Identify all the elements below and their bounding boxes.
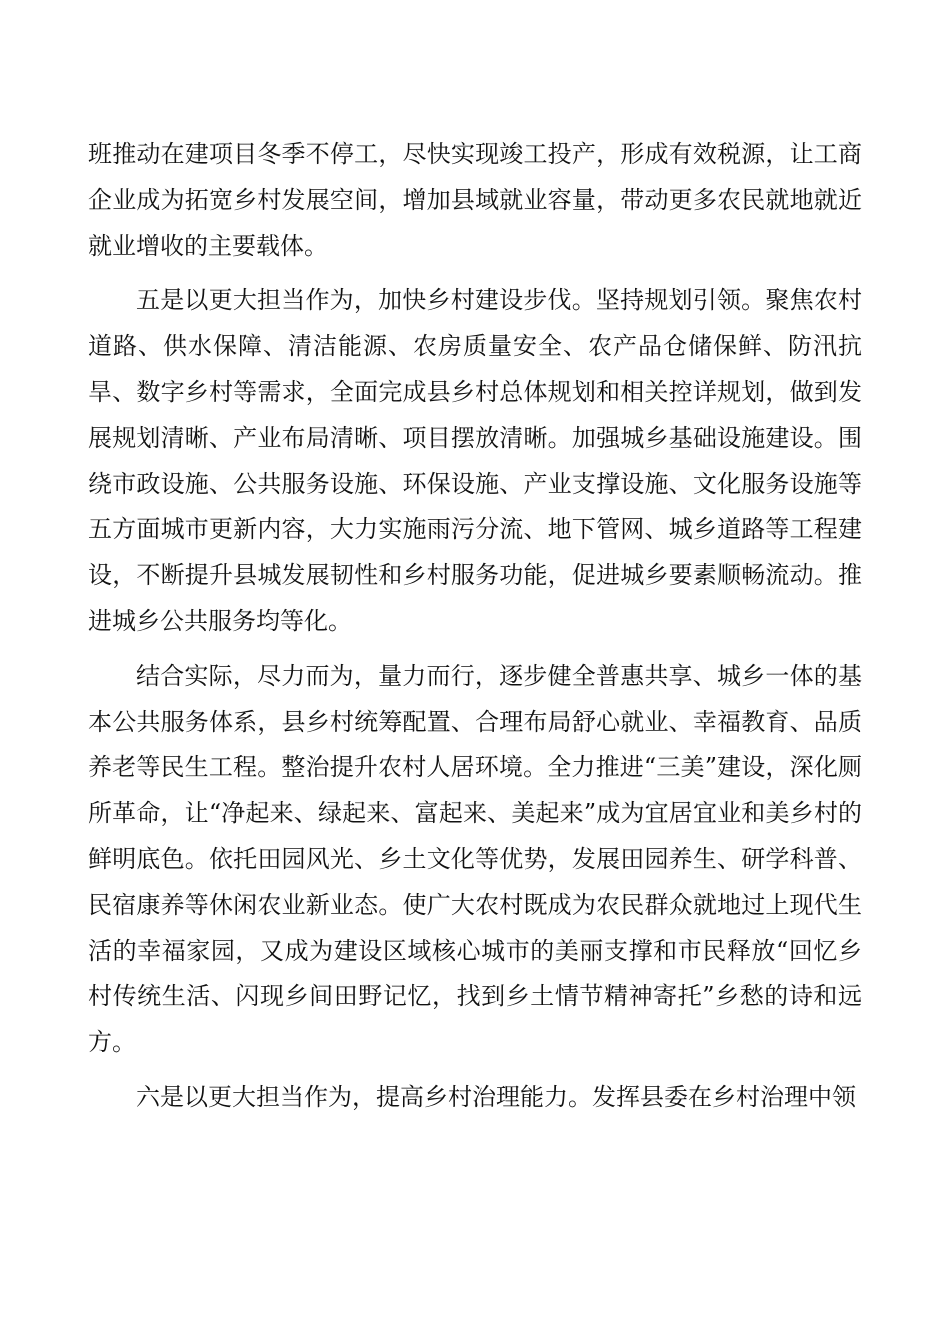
paragraph-public-services: 结合实际，尽力而为，量力而行，逐步健全普惠共享、城乡一体的基本公共服务体系，县乡村统筹配置、合理布局舒心就业、幸福教育、品质养老等民生工程。整治提升农村人居环境。全力推进“三美”建设，深化厕所革命，让“净起来、绿起来、富起来、美起来”成为宜居宜业和美乡村的鲜明底色。依托田园风光、乡土文化等优势，发展田园养生、研学科普、民宿康养等休闲农业新业态。使广大农村既成为农民群众就地过上现代生活的幸福家园，又成为建设区域核心城市的美丽支撑和市民释放“回忆乡村传统生活、闪现乡间田野记忆，找到乡土情节精神寄托”乡愁的诗和远方。 bbox=[88, 661, 862, 1057]
paragraph-continued: 班推动在建项目冬季不停工，尽快实现竣工投产，形成有效税源，让工商企业成为拓宽乡村发展空间，增加县域就业容量，带动更多农民就地就近就业增收的主要载体。 bbox=[88, 140, 862, 260]
paragraph-rural-construction: 五是以更大担当作为，加快乡村建设步伐。坚持规划引领。聚焦农村道路、供水保障、清洁能源、农房质量安全、农产品仓储保鲜、防汛抗旱、数字乡村等需求，全面完成县乡村总体规划和相关控详规划，做到发展规划清晰、产业布局清晰、项目摆放清晰。加强城乡基础设施建设。围绕市政设施、公共服务设施、环保设施、产业支撑设施、文化服务设施等五方面城市更新内容，大力实施雨污分流、地下管网、城乡道路等工程建设，不断提升县城发展韧性和乡村服务功能，促进城乡要素顺畅流动。推进城乡公共服务均等化。 bbox=[88, 286, 862, 635]
document-body bbox=[88, 132, 862, 1130]
paragraph-rural-governance: 六是以更大担当作为，提高乡村治理能力。发挥县委在乡村治理中领 bbox=[136, 1082, 856, 1111]
